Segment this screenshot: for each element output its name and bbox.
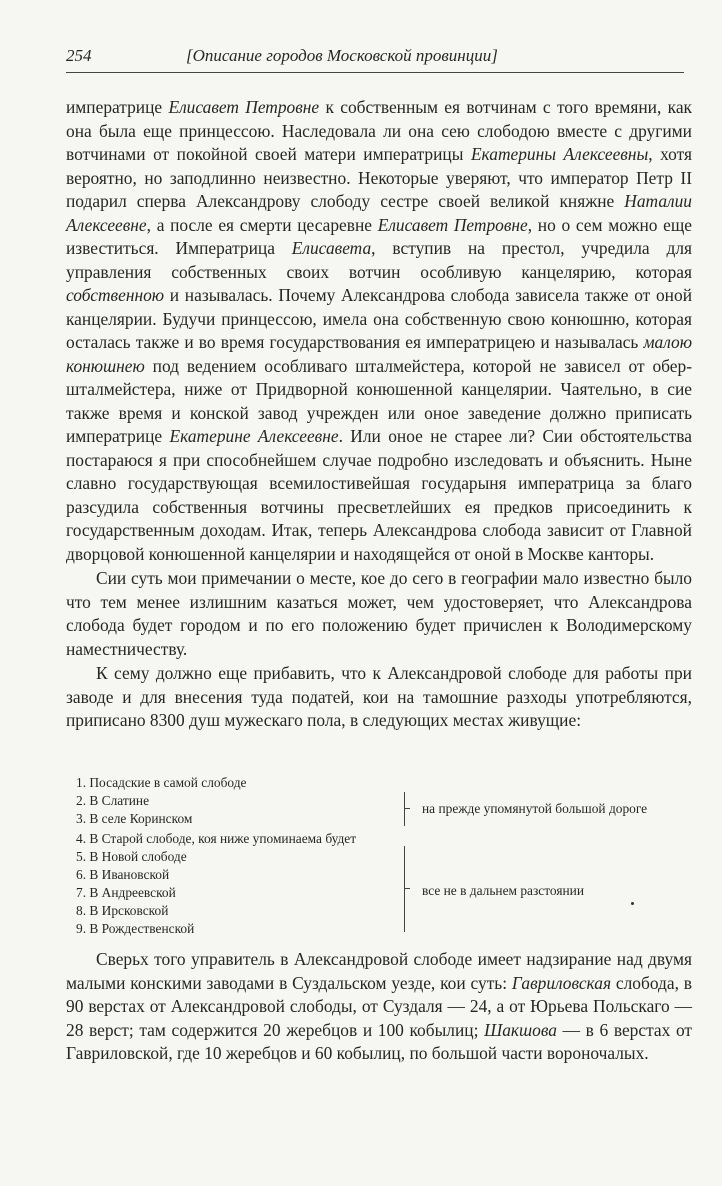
text-run: под ведением особливаго шталмейстера, которой не зависел от обер-шталмейстера, ниже от Придворной конюшенной канцелярии. Чаятельно, в сие также время и конской завод учрежден или оное заведение должно приписать императрице xyxy=(66,355,692,446)
group-note-2: все не в дальнем разстоянии xyxy=(422,883,585,898)
text-run: Сии суть мои примечании о месте, кое до сего в географии мало известно было что тем менее излишним казаться может, чем удостоверяет, что Александрова слобода будет городом и по его положению будет причислен к Володимерскому наместничеству. xyxy=(66,568,692,659)
brace-group-1 xyxy=(404,792,413,826)
paragraph-3 xyxy=(66,662,692,733)
list-item: 3. В селе Коринском xyxy=(76,811,193,826)
text-run: и называлась. Почему Александрова слобода зависела также от оной канцелярии. Будучи принцессою, имела она собственную свою конюшню, которая осталась также и во время государствования ея императрицею и называлась xyxy=(66,285,692,352)
text-run: , а после ея смерти цесаревне xyxy=(146,214,378,235)
text-run: . Или оное не старее ли? Сии обстоятельства постараюся я при способнейшем случае подробно изследовать и объяснить. Ныне славно государствующая всемилостивейшая государыня императрица за благо разсудила собственныя вотчины пресветлейших ея предков присоединить к государственным доходам. Итак, теперь Александрова слобода зависит от Главной дворцовой конюшенной канцелярии и находящейся от оной в Москве канторы. xyxy=(66,426,692,564)
text-run: императрице xyxy=(66,97,169,117)
paragraph-closing xyxy=(66,948,692,1066)
italic-run: собственною xyxy=(66,285,165,305)
italic-run: Елисавета xyxy=(291,238,372,258)
italic-run: Екатерины Алексеевны xyxy=(470,144,649,164)
main-text xyxy=(66,96,692,733)
header-rule xyxy=(66,72,684,73)
paragraph-1 xyxy=(66,96,692,566)
list-item: 8. В Ирсковской xyxy=(76,903,169,918)
text-run: — в 6 верстах от Гавриловской, где 10 жеребцов и 60 кобылиц, по большой части вороночалых. xyxy=(66,1019,693,1063)
text-run: слобода, в 90 верстах от Александровой слободы, от Суздаля — 24, а от Юрьева Польскаго — 28 верст; там содержится 20 жеребцов и 100 кобылиц; xyxy=(66,972,692,1040)
page-number: 254 xyxy=(66,46,92,65)
text-run: , но о сем можно еще известиться. Императрица xyxy=(66,214,693,258)
italic-run: малою конюшнею xyxy=(66,332,692,376)
list-item: 9. В Рождественской xyxy=(76,921,195,936)
group-note-1: на прежде упомянутой большой дороге xyxy=(422,801,648,816)
paragraph-2 xyxy=(66,567,692,661)
running-title: [Описание городов Московской провинции] xyxy=(186,46,498,65)
text-run: к собственным ея вотчинам с того времяни, как она была еще принцессою. Наследовала ли она сею слободою вместе с другими вотчинами от покойной своей матери императрицы xyxy=(66,97,692,164)
text-run: , хотя вероятно, но заподлинно неизвестно. Некоторые уверяют, что император Петр II подарил сперва Александрову слободу сестре своей великой княжне xyxy=(66,144,692,211)
list-item: 5. В Новой слободе xyxy=(76,849,187,864)
list-item: 4. В Старой слободе, коя ниже упоминаема будет xyxy=(76,831,357,846)
list-item: 1. Посадские в самой слободе xyxy=(76,775,247,790)
stray-dot xyxy=(631,902,634,905)
page-header xyxy=(66,42,684,76)
closing-text xyxy=(66,948,692,1066)
italic-run: Екатерине Алексеевне xyxy=(169,426,339,446)
brace-group-2 xyxy=(404,846,413,932)
text-run: К сему должно еще прибавить, что к Александровой слободе для работы при заводе и для внесения туда податей, кои на тамошние разходы употребляются, приписано 8300 душ мужескаго пола, в следующих местах живущие: xyxy=(66,663,692,730)
italic-run: Елисавет Петровне xyxy=(168,97,320,117)
list-item: 2. В Слатине xyxy=(76,793,150,808)
italic-run: Шакшова xyxy=(484,1019,557,1040)
list-item: 6. В Ивановской xyxy=(76,867,170,882)
text-run: , вступив на престол, учредила для управления собственных своих вотчин особливую канцелярию, которая xyxy=(66,238,692,282)
italic-run: Елисавет Петровне xyxy=(377,214,528,235)
text-run: Сверьх того управитель в Александровой слободе имеет надзирание над двумя малыми конскими заводами в Суздальском уезде, кои суть: xyxy=(66,949,692,993)
list-item: 7. В Андреевской xyxy=(76,885,176,900)
italic-run: Наталии Алексеевне xyxy=(66,191,692,235)
italic-run: Гавриловская xyxy=(511,972,612,993)
